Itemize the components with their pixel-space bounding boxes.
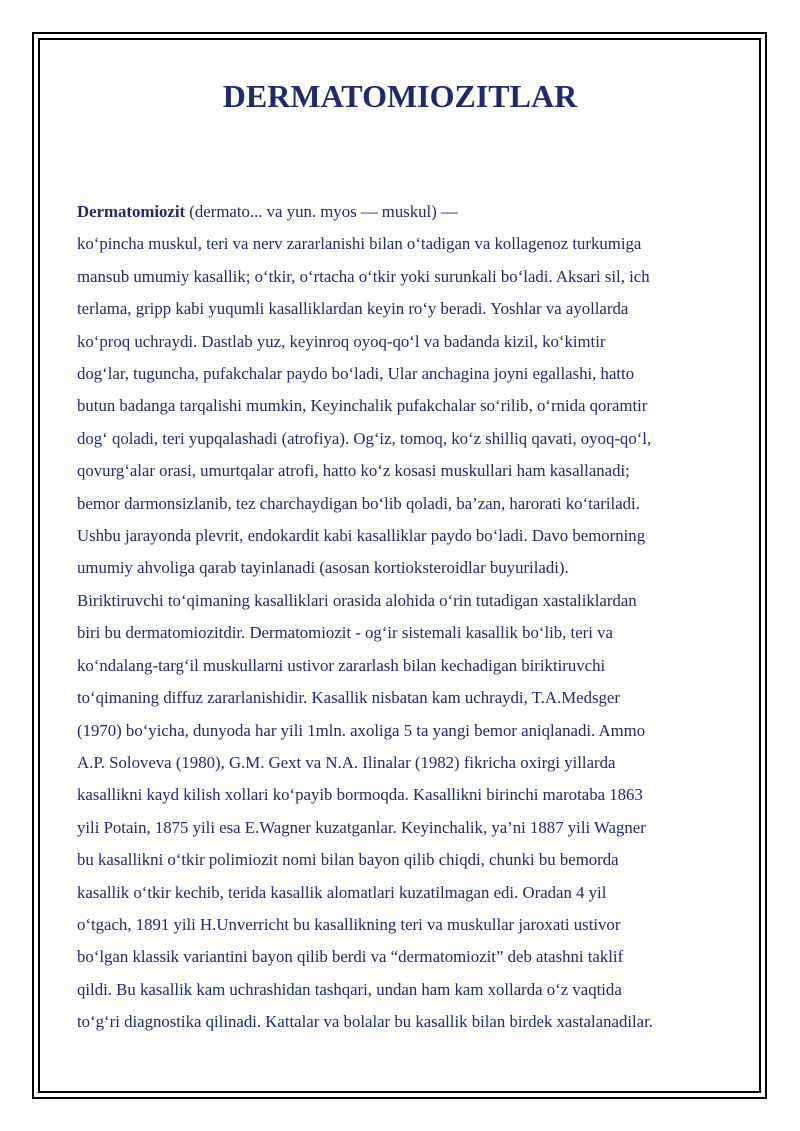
paragraph-line: qildi. Bu kasallik kam uchrashidan tashqari, undan ham kam xollarda o‘z vaqtida [77, 979, 622, 999]
paragraph-line: ko‘ndalang-targ‘il muskullarni ustivor zararlash bilan kechadigan biriktiruvchi [77, 655, 606, 675]
paragraph-line: kasallik o‘tkir kechib, terida kasallik alomatlari kuzatilmagan edi. Oradan 4 yil [77, 882, 607, 902]
paragraph-line: to‘g‘ri diagnostika qilinadi. Kattalar va bolalar bu kasallik bilan birdek xastalanadilar. [77, 1012, 653, 1032]
term-etymology: (dermato... va yun. myos — muskul) — [185, 202, 458, 221]
paragraph-line: terlama, gripp kabi yuqumli kasalliklardan keyin ro‘y beradi. Yoshlar va ayollarda [77, 299, 629, 319]
paragraph-line: bu kasallikni o‘tkir polimiozit nomi bilan bayon qilib chiqdi, chunki bu bemorda [77, 850, 619, 870]
paragraph-line: ko‘pincha muskul, teri va nerv zararlanishi bilan o‘tadigan va kollagenoz turkumiga [77, 234, 642, 254]
paragraph-line: yili Potain, 1875 yili esa E.Wagner kuzatganlar. Keyinchalik, ya’ni 1887 yili Wagner [77, 817, 646, 837]
page-title: DERMATOMIOZITLAR [222, 78, 578, 114]
paragraph-line: dog‘ qoladi, teri yupqalashadi (atrofiya). Og‘iz, tomoq, ko‘z shilliq qavati, oyoq-qo‘l, [77, 428, 652, 448]
paragraph-line: bemor darmonsizlanib, tez charchaydigan bo‘lib qoladi, ba’zan, harorati ko‘tariladi. [77, 493, 640, 513]
body-paragraph [77, 196, 737, 1039]
paragraph-line: dog‘lar, tuguncha, pufakchalar paydo bo‘ladi, Ular anchagina joyni egallashi, hatto [77, 364, 635, 384]
paragraph-line: to‘qimaning diffuz zararlanishidir. Kasallik nisbatan kam uchraydi, T.A.Medsger [77, 688, 620, 708]
paragraph-first-line [77, 196, 737, 228]
paragraph-line: bo‘lgan klassik variantini bayon qilib berdi va “dermatomiozit” deb atashni taklif [77, 947, 624, 967]
paragraph-line: Ushbu jarayonda plevrit, endokardit kabi kasalliklar paydo bo‘ladi. Davo bemorning [77, 526, 646, 546]
paragraph-line: qovurg‘alar orasi, umurtqalar atrofi, hatto ko‘z kosasi muskullari ham kasallanadi; [77, 461, 630, 481]
defined-term: Dermatomiozit [77, 202, 186, 221]
paragraph-line: umumiy ahvoliga qarab tayinlanadi (asosan kortioksteroidlar buyuriladi). [77, 558, 569, 578]
paragraph-line: butun badanga tarqalishi mumkin, Keyinchalik pufakchalar so‘rilib, o‘rnida qoramtir [77, 396, 648, 416]
paragraph-line: mansub umumiy kasallik; o‘tkir, o‘rtacha o‘tkir yoki surunkali bo‘ladi. Aksari sil, ich [77, 266, 650, 286]
paragraph-line: Biriktiruvchi to‘qimaning kasalliklari orasida alohida o‘rin tutadigan xastaliklardan [77, 590, 637, 610]
paragraph-line: ko‘proq uchraydi. Dastlab yuz, keyinroq oyoq-qo‘l va badanda kizil, ko‘kimtir [77, 331, 606, 351]
paragraph-line: (1970) bo‘yicha, dunyoda har yili 1mln. axoliga 5 ta yangi bemor aniqlanadi. Ammo [77, 720, 646, 740]
paragraph-line: biri bu dermatomiozitdir. Dermatomiozit - og‘ir sistemali kasallik bo‘lib, teri va [77, 623, 613, 643]
paragraph-line: A.P. Soloveva (1980), G.M. Gext va N.A. Ilinalar (1982) fikricha oxirgi yillarda [77, 752, 616, 772]
paragraph-line: kasallikni kayd kilish xollari ko‘payib bormoqda. Kasallikni birinchi marotaba 1863 [77, 785, 643, 805]
paragraph-line: o‘tgach, 1891 yili H.Unverricht bu kasallikning teri va muskullar jaroxati ustivor [77, 914, 621, 934]
